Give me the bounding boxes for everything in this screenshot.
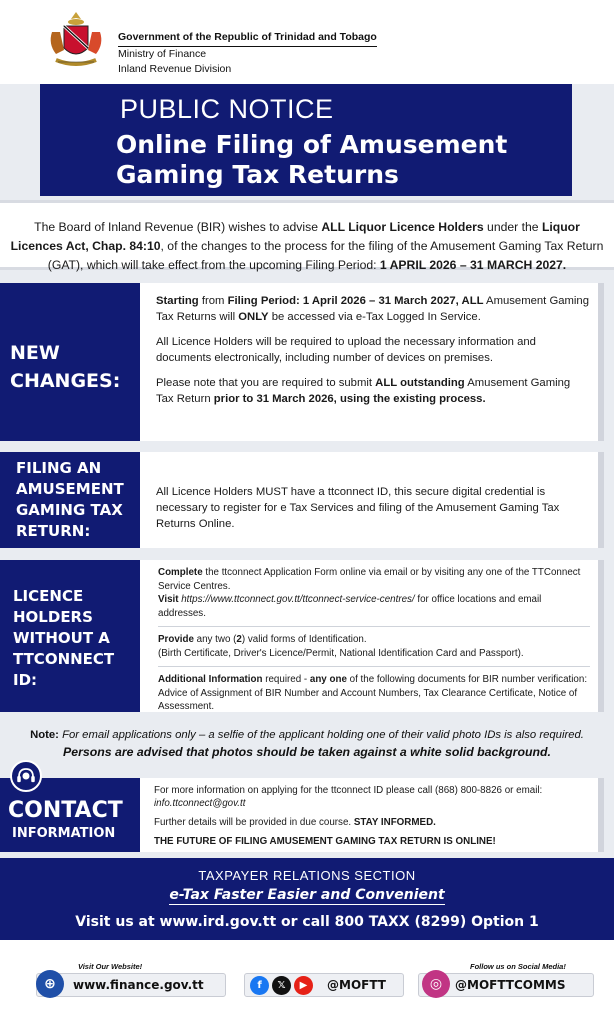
intro-text: under the <box>483 220 542 234</box>
text: Amusement Gaming Tax Returns will <box>156 295 589 323</box>
text: required - <box>262 674 310 685</box>
text: Further details will be provided in due course. <box>154 817 354 828</box>
slogan <box>0 887 614 903</box>
label-line: WITHOUT A <box>13 629 110 647</box>
footer <box>0 940 614 1024</box>
paragraph <box>156 375 590 407</box>
instagram-icon: ◎ <box>422 970 450 998</box>
social-tagline: Follow us on Social Media! <box>470 962 566 971</box>
bold-text: Starting <box>156 295 199 307</box>
service-centres-link[interactable]: https://www.ttconnect.gov.tt/ttconnect-service-centres/ <box>178 594 415 605</box>
bold-text: ONLY <box>238 311 269 323</box>
paragraph: All Licence Holders MUST have a ttconnect ID, this secure digital credential is necessary to register for e Tax Services and filing of the Amusement Gaming Tax Returns Online. <box>156 486 560 530</box>
label-line: AMUSEMENT <box>16 480 124 498</box>
bold-text: 2 <box>236 634 242 645</box>
text: For more information on applying for the ttconnect ID please call (868) 800-8826 or email: <box>154 785 543 796</box>
text: for office locations and email addresses. <box>158 594 542 619</box>
bold-text: Additional Information <box>158 674 263 685</box>
bold-text: Complete <box>158 567 203 578</box>
text: from <box>198 295 228 307</box>
paragraph <box>154 816 590 829</box>
bold-text: STAY INFORMED. <box>353 817 436 828</box>
list-item <box>158 633 590 667</box>
label-line: TTCONNECT ID: <box>13 650 115 689</box>
text: Please note that you are required to submit <box>156 377 376 389</box>
note <box>0 727 614 761</box>
label-line: LICENCE <box>13 587 84 605</box>
intro-paragraph <box>0 200 614 270</box>
social-handle-link[interactable]: @MOFTT <box>244 973 404 997</box>
list-item <box>158 566 590 627</box>
label-line: GAMING TAX <box>16 501 123 519</box>
filing-content <box>140 452 604 548</box>
intro-bold: 1 APRIL 2026 – 31 MARCH 2027. <box>379 258 567 272</box>
bold-text: Filing Period: 1 April 2026 – 31 March 2027, ALL <box>227 295 484 307</box>
section-name: TAXPAYER RELATIONS SECTION <box>198 868 416 883</box>
contact-content <box>140 778 604 852</box>
licence-holders-label <box>0 560 140 712</box>
paragraph <box>156 293 590 325</box>
list-item <box>158 673 590 720</box>
header <box>0 0 614 84</box>
note-label: Note: <box>30 729 59 741</box>
title-box <box>40 84 572 196</box>
coat-of-arms-icon <box>46 10 106 74</box>
paragraph: All Licence Holders will be required to upload the necessary information and documents electronically, including number of devices on premises. <box>156 336 536 364</box>
website-group <box>16 962 226 1002</box>
bold-text: Visit <box>158 594 179 605</box>
text: ) valid forms of Identification. <box>241 634 367 645</box>
headset-icon <box>10 760 42 792</box>
bold-text: ALL outstanding <box>375 377 465 389</box>
note-text: For email applications only – a selfie of the applicant holding one of their valid photo IDs is also required. <box>58 729 584 741</box>
label-line: HOLDERS <box>13 608 93 626</box>
facebook-icon[interactable]: f <box>250 976 269 995</box>
notice-title <box>116 130 507 190</box>
contact-section <box>0 778 614 852</box>
notice-title-line1: Online Filing of Amusement <box>116 130 508 159</box>
intro-text: The Board of Inland Revenue (BIR) wishes to advise <box>34 220 322 234</box>
text: of the following documents for BIR number verification: Advice of Assignment of BIR Number and Account Numbers, Tax Clearance Certificate, Notice of Assessment. <box>158 674 588 712</box>
licence-holders-section <box>0 560 614 712</box>
text: the ttconnect Application Form online via email or by visiting any one of the TTConnect Service Centres. <box>158 567 581 592</box>
youtube-icon[interactable]: ▶ <box>294 976 313 995</box>
text: Amusement Gaming Tax Return <box>156 377 571 405</box>
division-name: Inland Revenue Division <box>118 63 232 75</box>
bold-text: Provide <box>158 634 194 645</box>
contact-email-link[interactable]: info.ttconnect@gov.tt <box>154 798 246 809</box>
intro-text: , of the changes to the process for the filing of the Amusement Gaming Tax Return (GAT), which will take effect from the upcoming Filing Period: <box>47 239 604 272</box>
notice-title-line2: Gaming Tax Returns <box>116 160 399 189</box>
label-line: NEW <box>10 342 60 364</box>
new-changes-label <box>0 283 140 441</box>
paragraph <box>154 835 590 848</box>
contact-label-big: CONTACT <box>8 798 123 823</box>
filing-section <box>0 452 614 548</box>
label-line: CHANGES: <box>10 370 121 392</box>
social-group <box>244 962 404 1002</box>
filing-label <box>0 452 140 548</box>
note-line2: Persons are advised that photos should be taken against a white solid background. <box>63 745 551 759</box>
intro-bold: Liquor Licences Act, Chap. 84:10 <box>10 220 580 253</box>
taxpayer-relations-banner <box>0 858 614 940</box>
website-link[interactable]: www.finance.gov.tt <box>36 973 226 997</box>
bold-text: prior to 31 March 2026, using the existing process. <box>213 393 486 405</box>
instagram-group <box>418 962 598 1002</box>
new-changes-section <box>0 283 614 441</box>
visit-info[interactable]: Visit us at www.ird.gov.tt or call 800 TAXX (8299) Option 1 <box>75 914 539 930</box>
paragraph <box>154 784 590 810</box>
bold-text: THE FUTURE OF FILING AMUSEMENT GAMING TAX RETURN IS ONLINE! <box>154 836 496 847</box>
government-name: Government of the Republic of Trinidad and Tobago <box>118 30 377 47</box>
new-changes-content <box>140 283 604 441</box>
label-line: FILING AN <box>16 459 102 477</box>
x-icon[interactable]: 𝕏 <box>272 976 291 995</box>
licence-holders-content <box>140 560 604 712</box>
text: be accessed via e-Tax Logged In Service. <box>268 311 481 323</box>
globe-icon: ⊕ <box>36 970 64 998</box>
contact-label-small: INFORMATION <box>12 826 116 841</box>
instagram-handle-link[interactable]: @MOFTTCOMMS <box>418 973 594 997</box>
label-line: RETURN: <box>16 522 91 540</box>
bold-text: any one <box>309 674 347 685</box>
ministry-name: Ministry of Finance <box>118 48 207 60</box>
text: any two ( <box>193 634 237 645</box>
text: (Birth Certificate, Driver's Licence/Permit, National Identification Card and Passport). <box>158 647 524 659</box>
slogan-text: e-Tax Faster Easier and Convenient <box>169 887 445 903</box>
website-tagline: Visit Our Website! <box>78 962 143 971</box>
public-notice-label: PUBLIC NOTICE <box>120 94 334 124</box>
intro-bold: ALL Liquor Licence Holders <box>321 220 484 234</box>
